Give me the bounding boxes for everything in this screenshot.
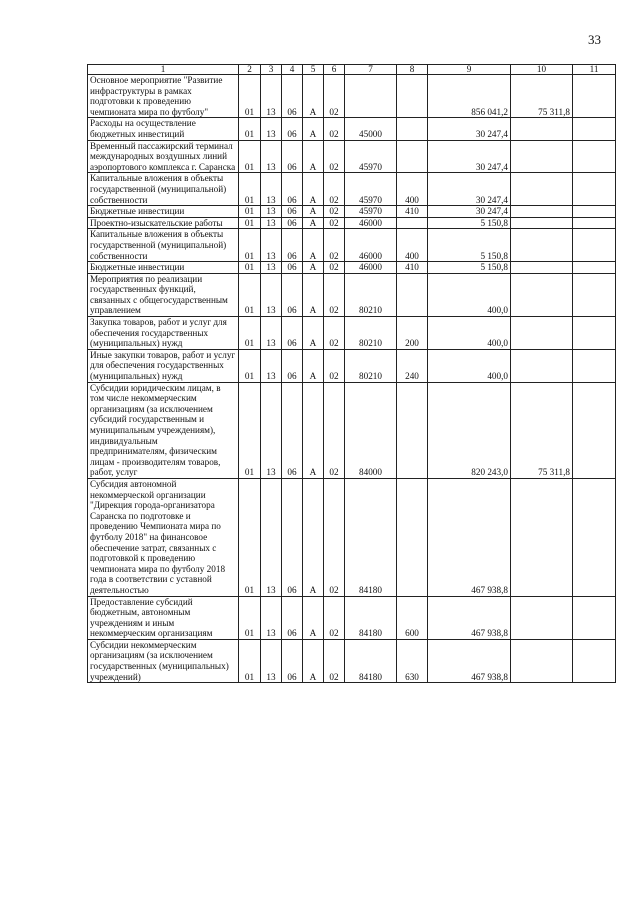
row-name-cell: Бюджетные инвестиции [88,262,239,274]
row-value-cell: 80210 [345,349,397,382]
row-value-cell: 13 [261,140,282,173]
row-value-cell [573,639,616,682]
row-value-cell: 46000 [345,262,397,274]
row-value-cell [573,140,616,173]
row-value-cell: А [303,118,324,140]
row-value-cell: 02 [324,273,345,316]
row-name-cell: Проектно-изыскательские работы [88,217,239,229]
row-value-cell [397,273,428,316]
row-value-cell: 13 [261,317,282,350]
row-value-cell [397,75,428,118]
row-value-cell: 06 [282,639,303,682]
table-row [88,75,616,118]
row-value-cell [573,206,616,218]
header-cell: 7 [345,65,397,75]
row-value-cell [511,140,573,173]
row-name-cell: Капитальные вложения в объекты государственной (муниципальной) собственности [88,173,239,206]
table-row [88,118,616,140]
header-cell: 6 [324,65,345,75]
header-cell: 9 [428,65,511,75]
row-value-cell: 01 [239,273,261,316]
row-value-cell: 467 938,8 [428,639,511,682]
row-value-cell [511,478,573,596]
row-value-cell [511,317,573,350]
row-value-cell: 01 [239,262,261,274]
row-value-cell [397,118,428,140]
row-value-cell: 13 [261,75,282,118]
table-row [88,478,616,596]
table-row [88,217,616,229]
row-value-cell: 13 [261,118,282,140]
row-name-cell: Предоставление субсидий бюджетным, автономным учреждениям и иным некоммерческим организациям [88,596,239,639]
row-value-cell: 06 [282,382,303,478]
row-value-cell: 02 [324,229,345,262]
row-value-cell [345,75,397,118]
row-value-cell [511,349,573,382]
row-value-cell: А [303,217,324,229]
row-value-cell [573,596,616,639]
row-value-cell [397,382,428,478]
row-value-cell: 13 [261,349,282,382]
table-row [88,140,616,173]
row-value-cell [573,317,616,350]
table-header-row [88,65,616,75]
row-value-cell: А [303,140,324,173]
row-value-cell [511,173,573,206]
row-value-cell: 400 [397,229,428,262]
row-name-cell: Субсидии некоммерческим организациям (за исключением государственных (муниципальных) учреждений) [88,639,239,682]
page-number: 33 [588,32,601,47]
row-value-cell: 84180 [345,596,397,639]
row-value-cell: 01 [239,639,261,682]
row-value-cell: 02 [324,639,345,682]
row-value-cell: 06 [282,273,303,316]
row-value-cell [573,478,616,596]
row-value-cell: 46000 [345,217,397,229]
header-cell: 8 [397,65,428,75]
row-value-cell: 84180 [345,639,397,682]
row-value-cell [511,229,573,262]
row-value-cell [573,229,616,262]
row-value-cell: 06 [282,478,303,596]
row-value-cell [511,596,573,639]
row-value-cell: 75 311,8 [511,382,573,478]
row-value-cell [573,273,616,316]
row-value-cell [397,217,428,229]
row-value-cell: 45970 [345,206,397,218]
header-cell: 3 [261,65,282,75]
row-name-cell: Мероприятия по реализации государственных функций, связанных с общегосударственным управлением [88,273,239,316]
row-value-cell: 5 150,8 [428,229,511,262]
row-name-cell: Иные закупки товаров, работ и услуг для обеспечения государственных (муниципальных) нужд [88,349,239,382]
row-value-cell: 45970 [345,173,397,206]
row-value-cell: 13 [261,478,282,596]
row-value-cell: 02 [324,262,345,274]
row-value-cell: 30 247,4 [428,140,511,173]
row-value-cell: 02 [324,217,345,229]
header-cell: 2 [239,65,261,75]
row-value-cell: 02 [324,349,345,382]
budget-table [87,64,616,683]
row-value-cell: 13 [261,206,282,218]
row-value-cell: 856 041,2 [428,75,511,118]
row-value-cell: А [303,349,324,382]
row-value-cell: 01 [239,140,261,173]
row-value-cell: 01 [239,75,261,118]
row-value-cell: 01 [239,478,261,596]
row-value-cell: 01 [239,118,261,140]
table-row [88,317,616,350]
row-value-cell: 06 [282,75,303,118]
row-value-cell: 410 [397,206,428,218]
header-cell: 1 [88,65,239,75]
row-value-cell: 467 938,8 [428,596,511,639]
row-value-cell: 820 243,0 [428,382,511,478]
row-value-cell: 200 [397,317,428,350]
table-row [88,262,616,274]
row-value-cell: 410 [397,262,428,274]
row-value-cell: 45970 [345,140,397,173]
row-value-cell: 400 [397,173,428,206]
row-value-cell: 06 [282,140,303,173]
row-value-cell: А [303,639,324,682]
row-value-cell: 02 [324,140,345,173]
row-value-cell: 75 311,8 [511,75,573,118]
row-value-cell: 02 [324,317,345,350]
row-name-cell: Субсидия автономной некоммерческой организации "Дирекция города-организатора Саранска по подготовке и проведению Чемпионата мира по футболу 2018" на финансовое обеспечение затрат, связанных с подготовкой к проведению чемпионата мира по футболу 2018 года в соответствии с уставной деятельностью [88,478,239,596]
row-value-cell: 30 247,4 [428,118,511,140]
row-value-cell [573,75,616,118]
row-value-cell [397,140,428,173]
row-value-cell: 01 [239,596,261,639]
row-value-cell: А [303,317,324,350]
row-value-cell: 13 [261,173,282,206]
row-value-cell: А [303,173,324,206]
table-row [88,273,616,316]
row-value-cell: 13 [261,273,282,316]
row-value-cell: 02 [324,596,345,639]
row-value-cell [573,173,616,206]
row-value-cell: 01 [239,206,261,218]
row-value-cell: 84000 [345,382,397,478]
row-name-cell: Основное мероприятие "Развитие инфраструктуры в рамках подготовки к проведению чемпионата мира по футболу" [88,75,239,118]
row-value-cell: 01 [239,349,261,382]
header-cell: 5 [303,65,324,75]
row-value-cell: 06 [282,206,303,218]
row-name-cell: Временный пассажирский терминал международных воздушных линий аэропортового комплекса г. Саранска [88,140,239,173]
header-cell: 4 [282,65,303,75]
row-value-cell [397,478,428,596]
row-value-cell: 13 [261,262,282,274]
row-value-cell [573,118,616,140]
row-name-cell: Капитальные вложения в объекты государственной (муниципальной) собственности [88,229,239,262]
header-cell: 10 [511,65,573,75]
row-value-cell: 01 [239,173,261,206]
row-value-cell: 13 [261,639,282,682]
row-value-cell: 80210 [345,273,397,316]
row-name-cell: Субсидии юридическим лицам, в том числе некоммерческим организациям (за исключением субсидий государственным и муниципальным учреждениям), индивидуальным предпринимателям, физическим лицам - производителям товаров, работ, услуг [88,382,239,478]
row-value-cell: 02 [324,75,345,118]
row-value-cell [511,118,573,140]
row-value-cell: 01 [239,229,261,262]
row-value-cell [573,217,616,229]
row-value-cell: 06 [282,217,303,229]
row-value-cell: 13 [261,229,282,262]
row-value-cell: А [303,596,324,639]
row-value-cell: 630 [397,639,428,682]
row-value-cell: 467 938,8 [428,478,511,596]
row-value-cell: А [303,273,324,316]
header-cell: 11 [573,65,616,75]
row-value-cell: 13 [261,596,282,639]
row-value-cell: 600 [397,596,428,639]
row-value-cell: А [303,75,324,118]
row-value-cell: 02 [324,206,345,218]
row-value-cell: 02 [324,173,345,206]
row-value-cell: А [303,229,324,262]
row-value-cell: 02 [324,478,345,596]
row-value-cell: 06 [282,349,303,382]
row-value-cell: А [303,478,324,596]
row-value-cell: 80210 [345,317,397,350]
row-value-cell [573,262,616,274]
row-value-cell: 02 [324,382,345,478]
row-value-cell: 06 [282,173,303,206]
row-name-cell: Расходы на осуществление бюджетных инвестиций [88,118,239,140]
row-value-cell: 01 [239,317,261,350]
table-row [88,596,616,639]
row-value-cell: 400,0 [428,273,511,316]
row-value-cell: 240 [397,349,428,382]
table-row [88,349,616,382]
row-value-cell [511,262,573,274]
row-value-cell: 06 [282,118,303,140]
row-value-cell: 06 [282,229,303,262]
row-value-cell [511,206,573,218]
row-value-cell: 06 [282,596,303,639]
row-value-cell: 01 [239,382,261,478]
row-value-cell: 02 [324,118,345,140]
row-value-cell [573,382,616,478]
table-row [88,382,616,478]
table-row [88,173,616,206]
row-value-cell [573,349,616,382]
table-row [88,206,616,218]
row-value-cell: 400,0 [428,317,511,350]
row-value-cell: 06 [282,317,303,350]
row-value-cell: 46000 [345,229,397,262]
row-value-cell: 5 150,8 [428,262,511,274]
row-value-cell [511,217,573,229]
table-row [88,229,616,262]
table-body [88,75,616,683]
table-row [88,639,616,682]
row-value-cell: 06 [282,262,303,274]
row-value-cell: 30 247,4 [428,206,511,218]
row-value-cell: А [303,382,324,478]
row-value-cell: 01 [239,217,261,229]
row-value-cell: 400,0 [428,349,511,382]
row-value-cell: 5 150,8 [428,217,511,229]
row-value-cell: 13 [261,382,282,478]
row-name-cell: Закупка товаров, работ и услуг для обеспечения государственных (муниципальных) нужд [88,317,239,350]
row-value-cell: 13 [261,217,282,229]
row-value-cell [511,639,573,682]
row-value-cell: А [303,206,324,218]
row-value-cell: А [303,262,324,274]
row-value-cell: 45000 [345,118,397,140]
row-value-cell: 84180 [345,478,397,596]
row-name-cell: Бюджетные инвестиции [88,206,239,218]
row-value-cell [511,273,573,316]
row-value-cell: 30 247,4 [428,173,511,206]
